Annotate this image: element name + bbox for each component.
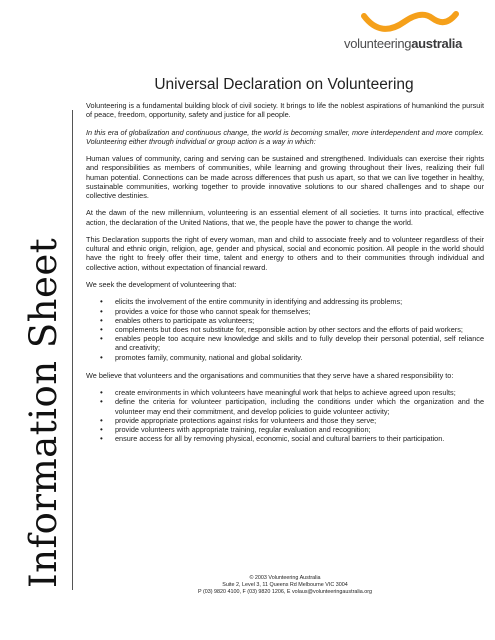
list-item: • enables others to participate as volunteers; bbox=[115, 316, 484, 325]
logo-wordmark bbox=[344, 36, 462, 51]
paragraph: We believe that volunteers and the organisations and communities that they serve have a shared responsibility to: bbox=[86, 370, 454, 380]
paragraph: We seek the development of volunteering that: bbox=[86, 279, 237, 289]
list-item: • ensure access for all by removing physical, economic, social and cultural barriers to their participation. bbox=[115, 434, 484, 443]
list-item: • complements but does not substitute for, responsible action by other sectors and the efforts of paid workers; bbox=[115, 325, 484, 334]
paragraph: Volunteering is a fundamental building block of civil society. It brings to life the noblest aspirations of humankind the pursuit of peace, freedom, opportunity, safety and justice for all people. bbox=[86, 101, 484, 120]
address-line: Suite 2, Level 3, 11 Queens Rd Melbourne VIC 3004 bbox=[222, 581, 348, 588]
list-item: • provides a voice for those who cannot speak for themselves; bbox=[115, 307, 484, 316]
copyright-line: © 2003 Volunteering Australia bbox=[249, 575, 321, 581]
paragraph: At the dawn of the new millennium, volunteering is an essential element of all societies. It turns into practical, effective action, the declaration of the United Nations, that we, the people have the power to change the world. bbox=[86, 208, 484, 227]
wave-logo-icon bbox=[360, 10, 460, 32]
bullet-list-development bbox=[86, 297, 484, 361]
list-item: • provide volunteers with appropriate training, regular evaluation and recognition; bbox=[115, 425, 484, 434]
footer bbox=[86, 575, 484, 595]
paragraph: Human values of community, caring and serving can be sustained and strengthened. Individuals can exercise their rights and responsibilities as members of communities, while learning and growing throughout their lives, realizing their full human potential. Connections can be made across differences that push us apart, so that we can live together in healthy, sustainable communities, working together to provide innovative solutions to our shared challenges and to shape our collective destinies. bbox=[86, 154, 484, 200]
paragraph: This Declaration supports the right of every woman, man and child to associate freely and to volunteer regardless of their cultural and ethnic origin, religion, age, gender and physical, social and economic position. All people in the world should have the right to freely offer their time, talent and energy to others and to their communities through individual and collective action, without expectation of financial reward. bbox=[86, 234, 484, 272]
logo-text-bold: australia bbox=[411, 36, 463, 51]
list-item: • create environments in which volunteers have meaningful work that helps to achieve agreed upon results; bbox=[115, 388, 484, 397]
information-sheet-label: Information Sheet bbox=[22, 237, 65, 588]
side-divider bbox=[72, 110, 73, 590]
list-item: • enables people too acquire new knowledge and skills and to fully develop their personal potential, self reliance and creativity; bbox=[115, 334, 484, 352]
list-item: • provide appropriate protections against risks for volunteers and those they serve; bbox=[115, 416, 484, 425]
list-item: • elicits the involvement of the entire community in identifying and addressing its problems; bbox=[115, 297, 484, 306]
list-item: • define the criteria for volunteer participation, including the conditions under which the organization and the volunteer may end their commitment, and develop policies to guide volunteer activity; bbox=[115, 397, 484, 415]
page-title: Universal Declaration on Volunteering bbox=[154, 76, 414, 93]
volunteering-australia-logo bbox=[336, 10, 484, 56]
bullet-list-responsibility bbox=[86, 388, 484, 443]
list-item: • promotes family, community, national and global solidarity. bbox=[115, 353, 484, 362]
logo-text-plain: volunteering bbox=[344, 36, 412, 51]
contact-line: P (03) 9820 4100, F (03) 9820 1206, E volaus@volunteeringaustralia.org bbox=[197, 588, 373, 595]
paragraph-italic: In this era of globalization and continuous change, the world is becoming smaller, more interdependent and more complex. Volunteering either through individual or group action is a way in which: bbox=[86, 127, 484, 146]
document-body bbox=[86, 101, 484, 452]
